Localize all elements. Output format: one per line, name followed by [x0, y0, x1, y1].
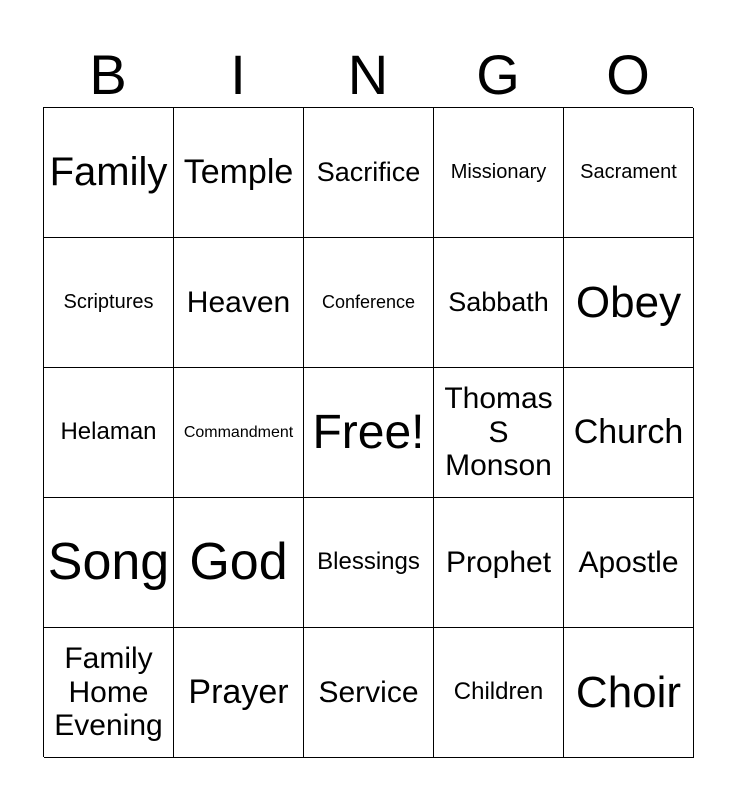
- cell-label: Conference: [321, 292, 416, 313]
- cell-label: Commandment: [183, 423, 294, 441]
- bingo-cell[interactable]: [434, 238, 564, 368]
- bingo-cell[interactable]: [564, 498, 694, 628]
- cell-label: Obey: [575, 277, 682, 327]
- cell-label: Family Home Evening: [54, 642, 163, 743]
- cell-label: Prophet: [445, 545, 552, 579]
- free-space-label: Free!: [312, 405, 425, 459]
- bingo-cell[interactable]: [174, 368, 304, 498]
- bingo-cell[interactable]: [434, 368, 564, 498]
- free-space-cell[interactable]: [304, 368, 434, 498]
- cell-label: Scriptures: [63, 291, 154, 314]
- bingo-cell[interactable]: [304, 628, 434, 758]
- cell-label: Helaman: [60, 418, 157, 446]
- cell-label: Prayer: [188, 673, 289, 712]
- cell-label: Apostle: [578, 545, 679, 579]
- bingo-cell[interactable]: [44, 498, 174, 628]
- cell-label: Sacrament: [580, 161, 677, 184]
- cell-label: Family: [49, 150, 168, 195]
- bingo-cell[interactable]: [174, 498, 304, 628]
- bingo-cell[interactable]: [564, 628, 694, 758]
- header-letter-b: B: [89, 43, 127, 106]
- bingo-cell[interactable]: [174, 238, 304, 368]
- bingo-cell[interactable]: [564, 238, 694, 368]
- bingo-cell[interactable]: [304, 498, 434, 628]
- header-letter-g: G: [476, 43, 520, 106]
- cell-label: Church: [573, 413, 684, 452]
- cell-label: Service: [318, 675, 419, 709]
- cell-label: Choir: [575, 667, 682, 717]
- cell-label: Heaven: [186, 285, 291, 319]
- bingo-cell[interactable]: [44, 238, 174, 368]
- bingo-header: [43, 44, 693, 106]
- cell-label: Song: [47, 533, 170, 592]
- cell-label: Thomas S Monson: [444, 382, 553, 483]
- header-letter-n: N: [347, 43, 389, 106]
- header-letter-o: O: [606, 43, 650, 106]
- cell-label: Missionary: [450, 161, 547, 184]
- cell-label: God: [189, 533, 288, 592]
- cell-label: Blessings: [317, 548, 420, 576]
- bingo-cell[interactable]: [434, 498, 564, 628]
- cell-label: Temple: [183, 153, 294, 192]
- bingo-cell[interactable]: [304, 108, 434, 238]
- cell-label: Children: [453, 678, 544, 706]
- bingo-cell[interactable]: [174, 628, 304, 758]
- bingo-cell[interactable]: [44, 368, 174, 498]
- header-letter-i: I: [230, 43, 246, 106]
- bingo-cell[interactable]: [174, 108, 304, 238]
- cell-label: Sabbath: [448, 287, 549, 318]
- bingo-cell[interactable]: [564, 108, 694, 238]
- bingo-cell[interactable]: [434, 108, 564, 238]
- bingo-cell[interactable]: [434, 628, 564, 758]
- bingo-board: [43, 107, 693, 757]
- bingo-cell[interactable]: [44, 628, 174, 758]
- bingo-cell[interactable]: [44, 108, 174, 238]
- bingo-cell[interactable]: [564, 368, 694, 498]
- cell-label: Sacrifice: [316, 157, 421, 188]
- bingo-cell[interactable]: [304, 238, 434, 368]
